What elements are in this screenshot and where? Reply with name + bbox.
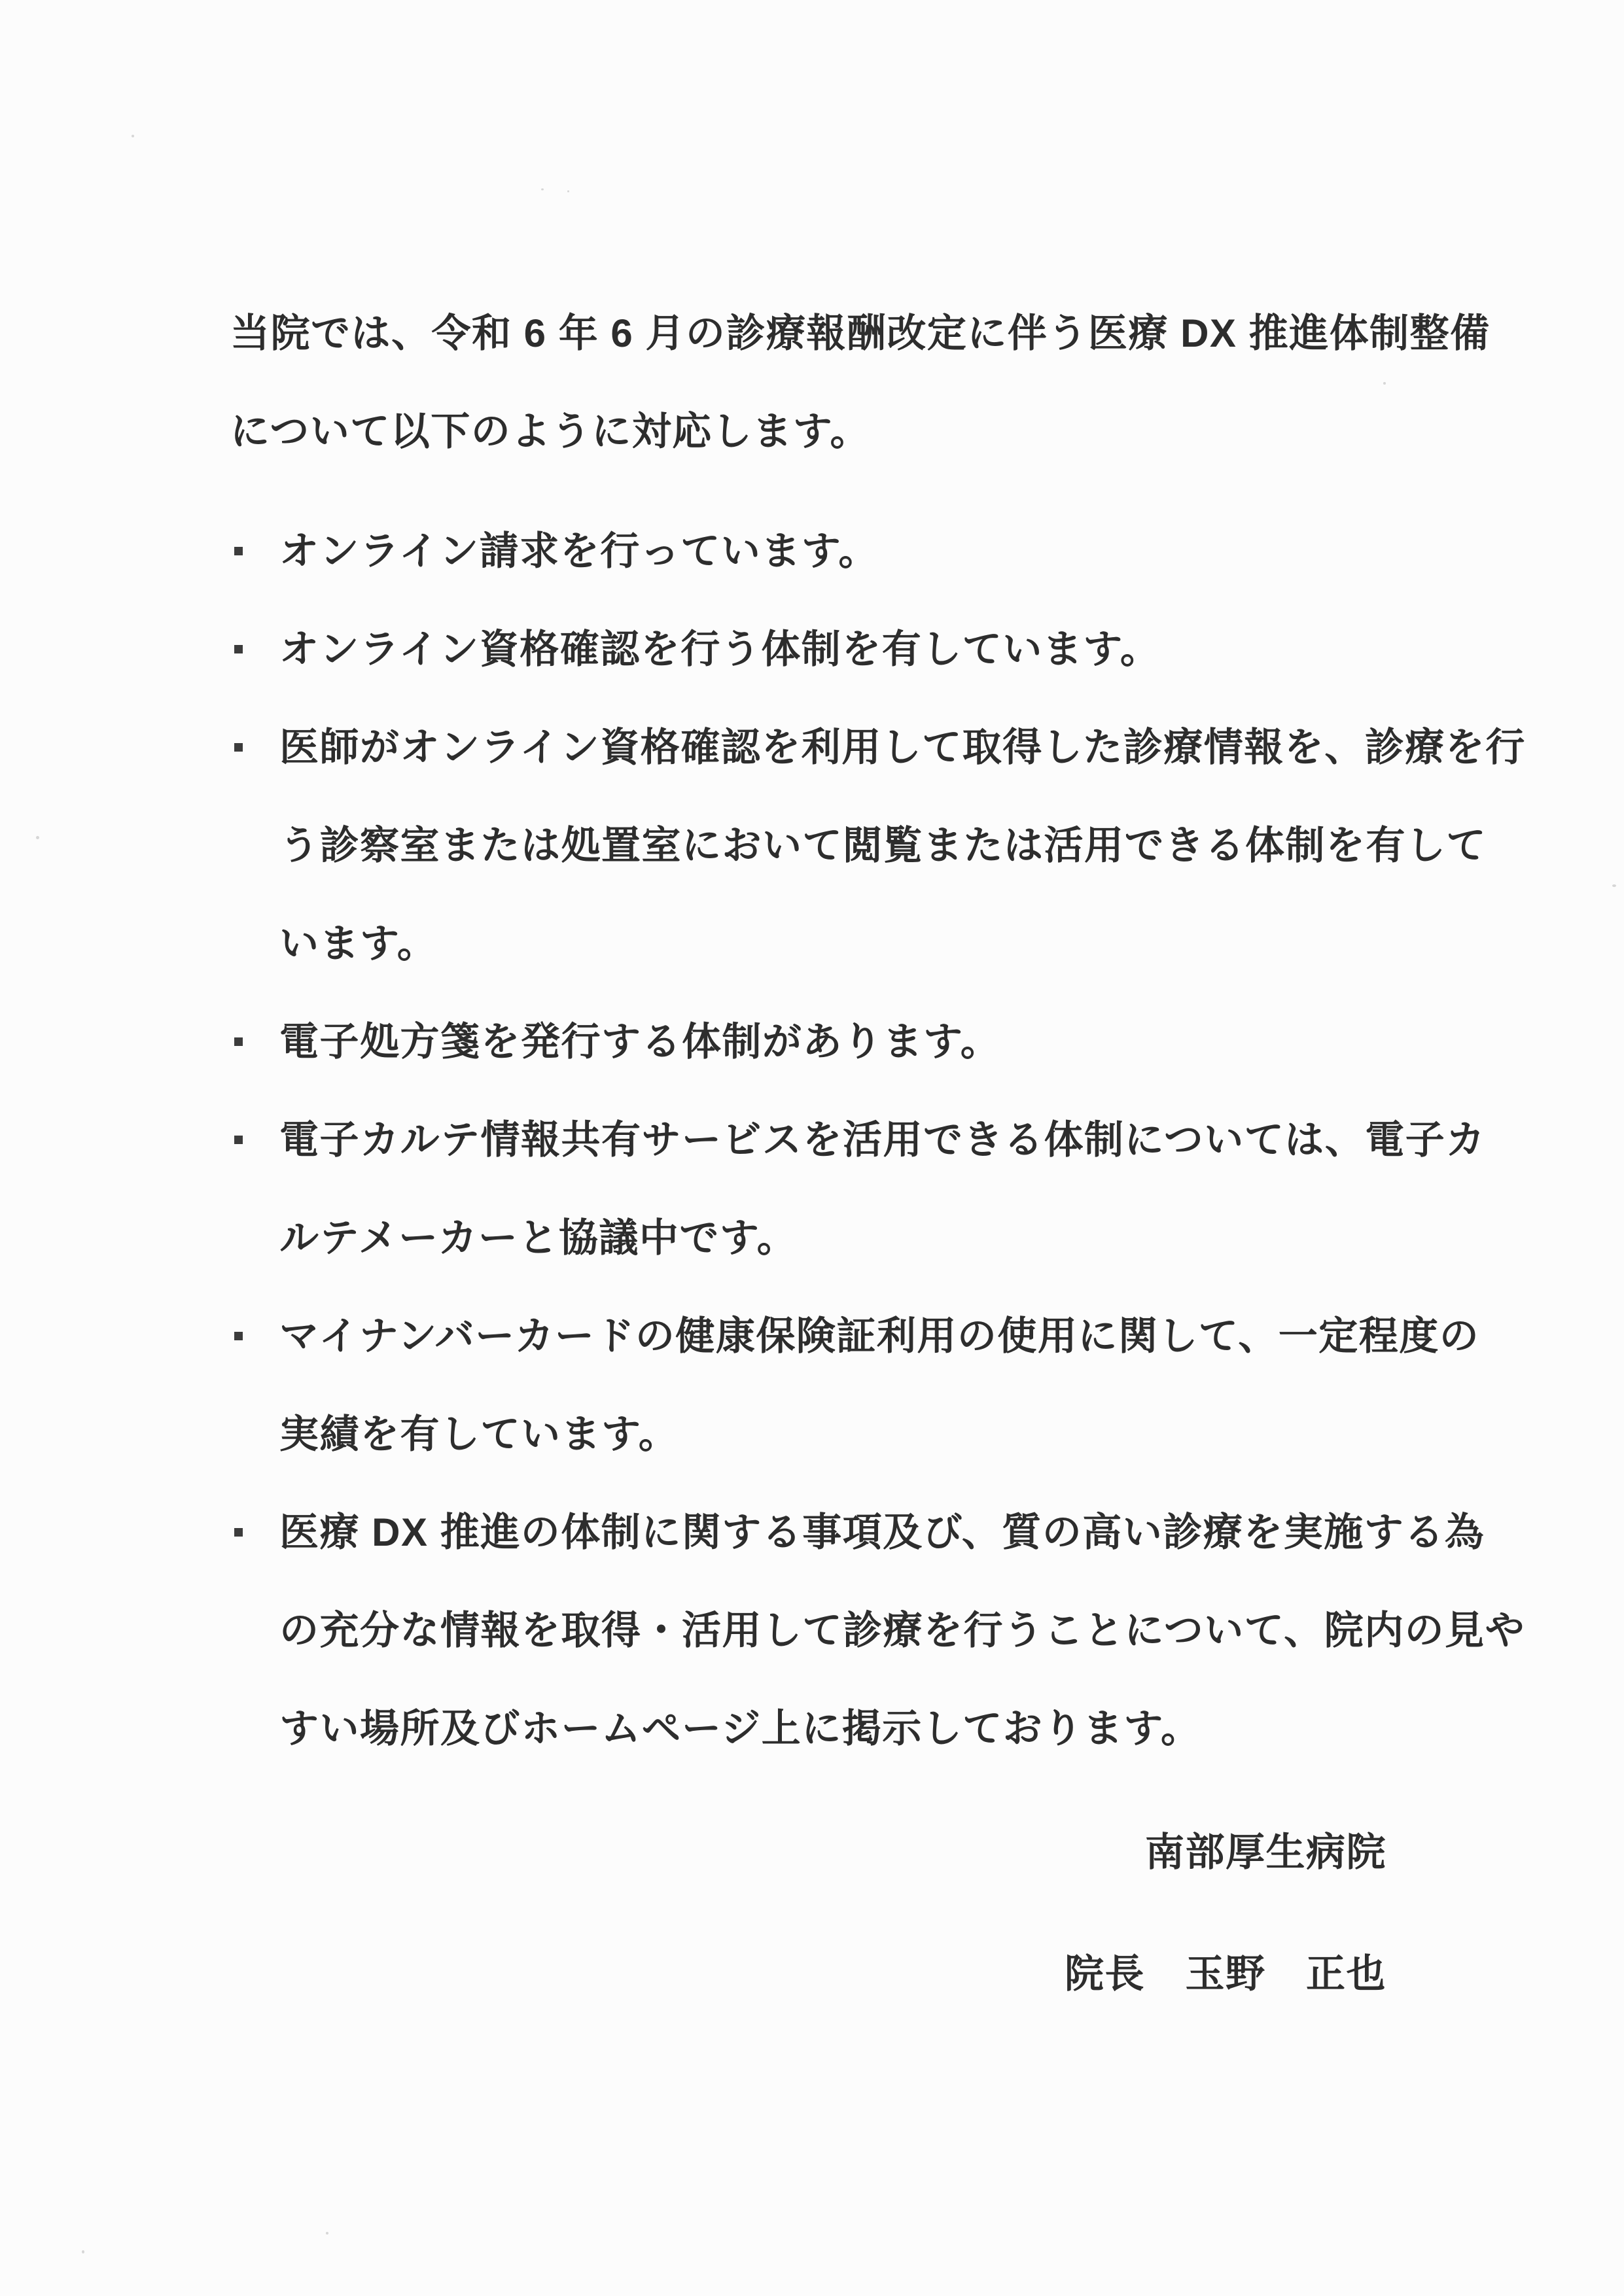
document-body (230, 285, 1526, 2023)
scan-speck (326, 2232, 328, 2235)
bullet-line: の充分な情報を取得・活用して診療を行うことについて、院内の見や (279, 1609, 1526, 1652)
scan-speck (1612, 884, 1616, 887)
scan-speck (1383, 382, 1386, 385)
bullet-item (230, 1287, 1480, 1484)
bullet-line: オンライン請求を行っています。 (279, 529, 879, 573)
bullet-item (230, 993, 1403, 1091)
bullet-line: マイナンバーカードの健康保険証利用の使用に関して、一定程度の (279, 1314, 1480, 1358)
bullet-marker-icon (234, 1332, 243, 1340)
bullet-line: 医療 DX 推進の体制に関する事項及び、質の高い診療を実施する為 (279, 1510, 1485, 1554)
intro-paragraph (230, 285, 1491, 481)
scan-speck (132, 135, 134, 137)
bullet-line: ルテメーカーと協議中です。 (279, 1216, 798, 1260)
bullet-marker-icon (234, 547, 243, 555)
signature-director-name: 院長 玉野 正也 (1065, 1952, 1386, 1996)
bullet-marker-icon (234, 1037, 243, 1046)
bullet-list (230, 502, 1526, 1778)
bullet-marker-icon (234, 1136, 243, 1144)
bullet-item (230, 1091, 1486, 1287)
scan-speck (567, 190, 569, 192)
bullet-line: 医師がオンライン資格確認を利用して取得した診療情報を、診療を行 (279, 725, 1526, 769)
scan-speck (541, 188, 544, 190)
bullet-marker-icon (234, 743, 243, 752)
bullet-item (230, 699, 1526, 993)
bullet-line: います。 (279, 922, 438, 965)
bullet-line: オンライン資格確認を行う体制を有しています。 (279, 627, 1161, 671)
bullet-item (230, 1484, 1526, 1778)
bullet-item (230, 600, 1403, 699)
bullet-marker-icon (234, 1528, 243, 1537)
intro-line: 当院では、令和 6 年 6 月の診療報酬改定に伴う医療 DX 推進体制整備 (230, 311, 1491, 355)
bullet-line: 電子処方箋を発行する体制があります。 (279, 1020, 1001, 1064)
bullet-line: う診察室または処置室において閲覧または活用できる体制を有して (279, 824, 1487, 867)
bullet-line: すい場所及びホームページ上に掲示しております。 (279, 1707, 1201, 1750)
bullet-line: 実績を有しています。 (279, 1412, 679, 1456)
scan-speck (82, 2250, 84, 2253)
bullet-line: 電子カルテ情報共有サービスを活用できる体制については、電子カ (279, 1118, 1486, 1162)
bullet-item (230, 502, 1403, 600)
scan-speck (36, 836, 39, 839)
intro-line: について以下のように対応します。 (230, 409, 870, 453)
signature-hospital-name: 南部厚生病院 (1145, 1830, 1386, 1874)
bullet-marker-icon (234, 645, 243, 653)
